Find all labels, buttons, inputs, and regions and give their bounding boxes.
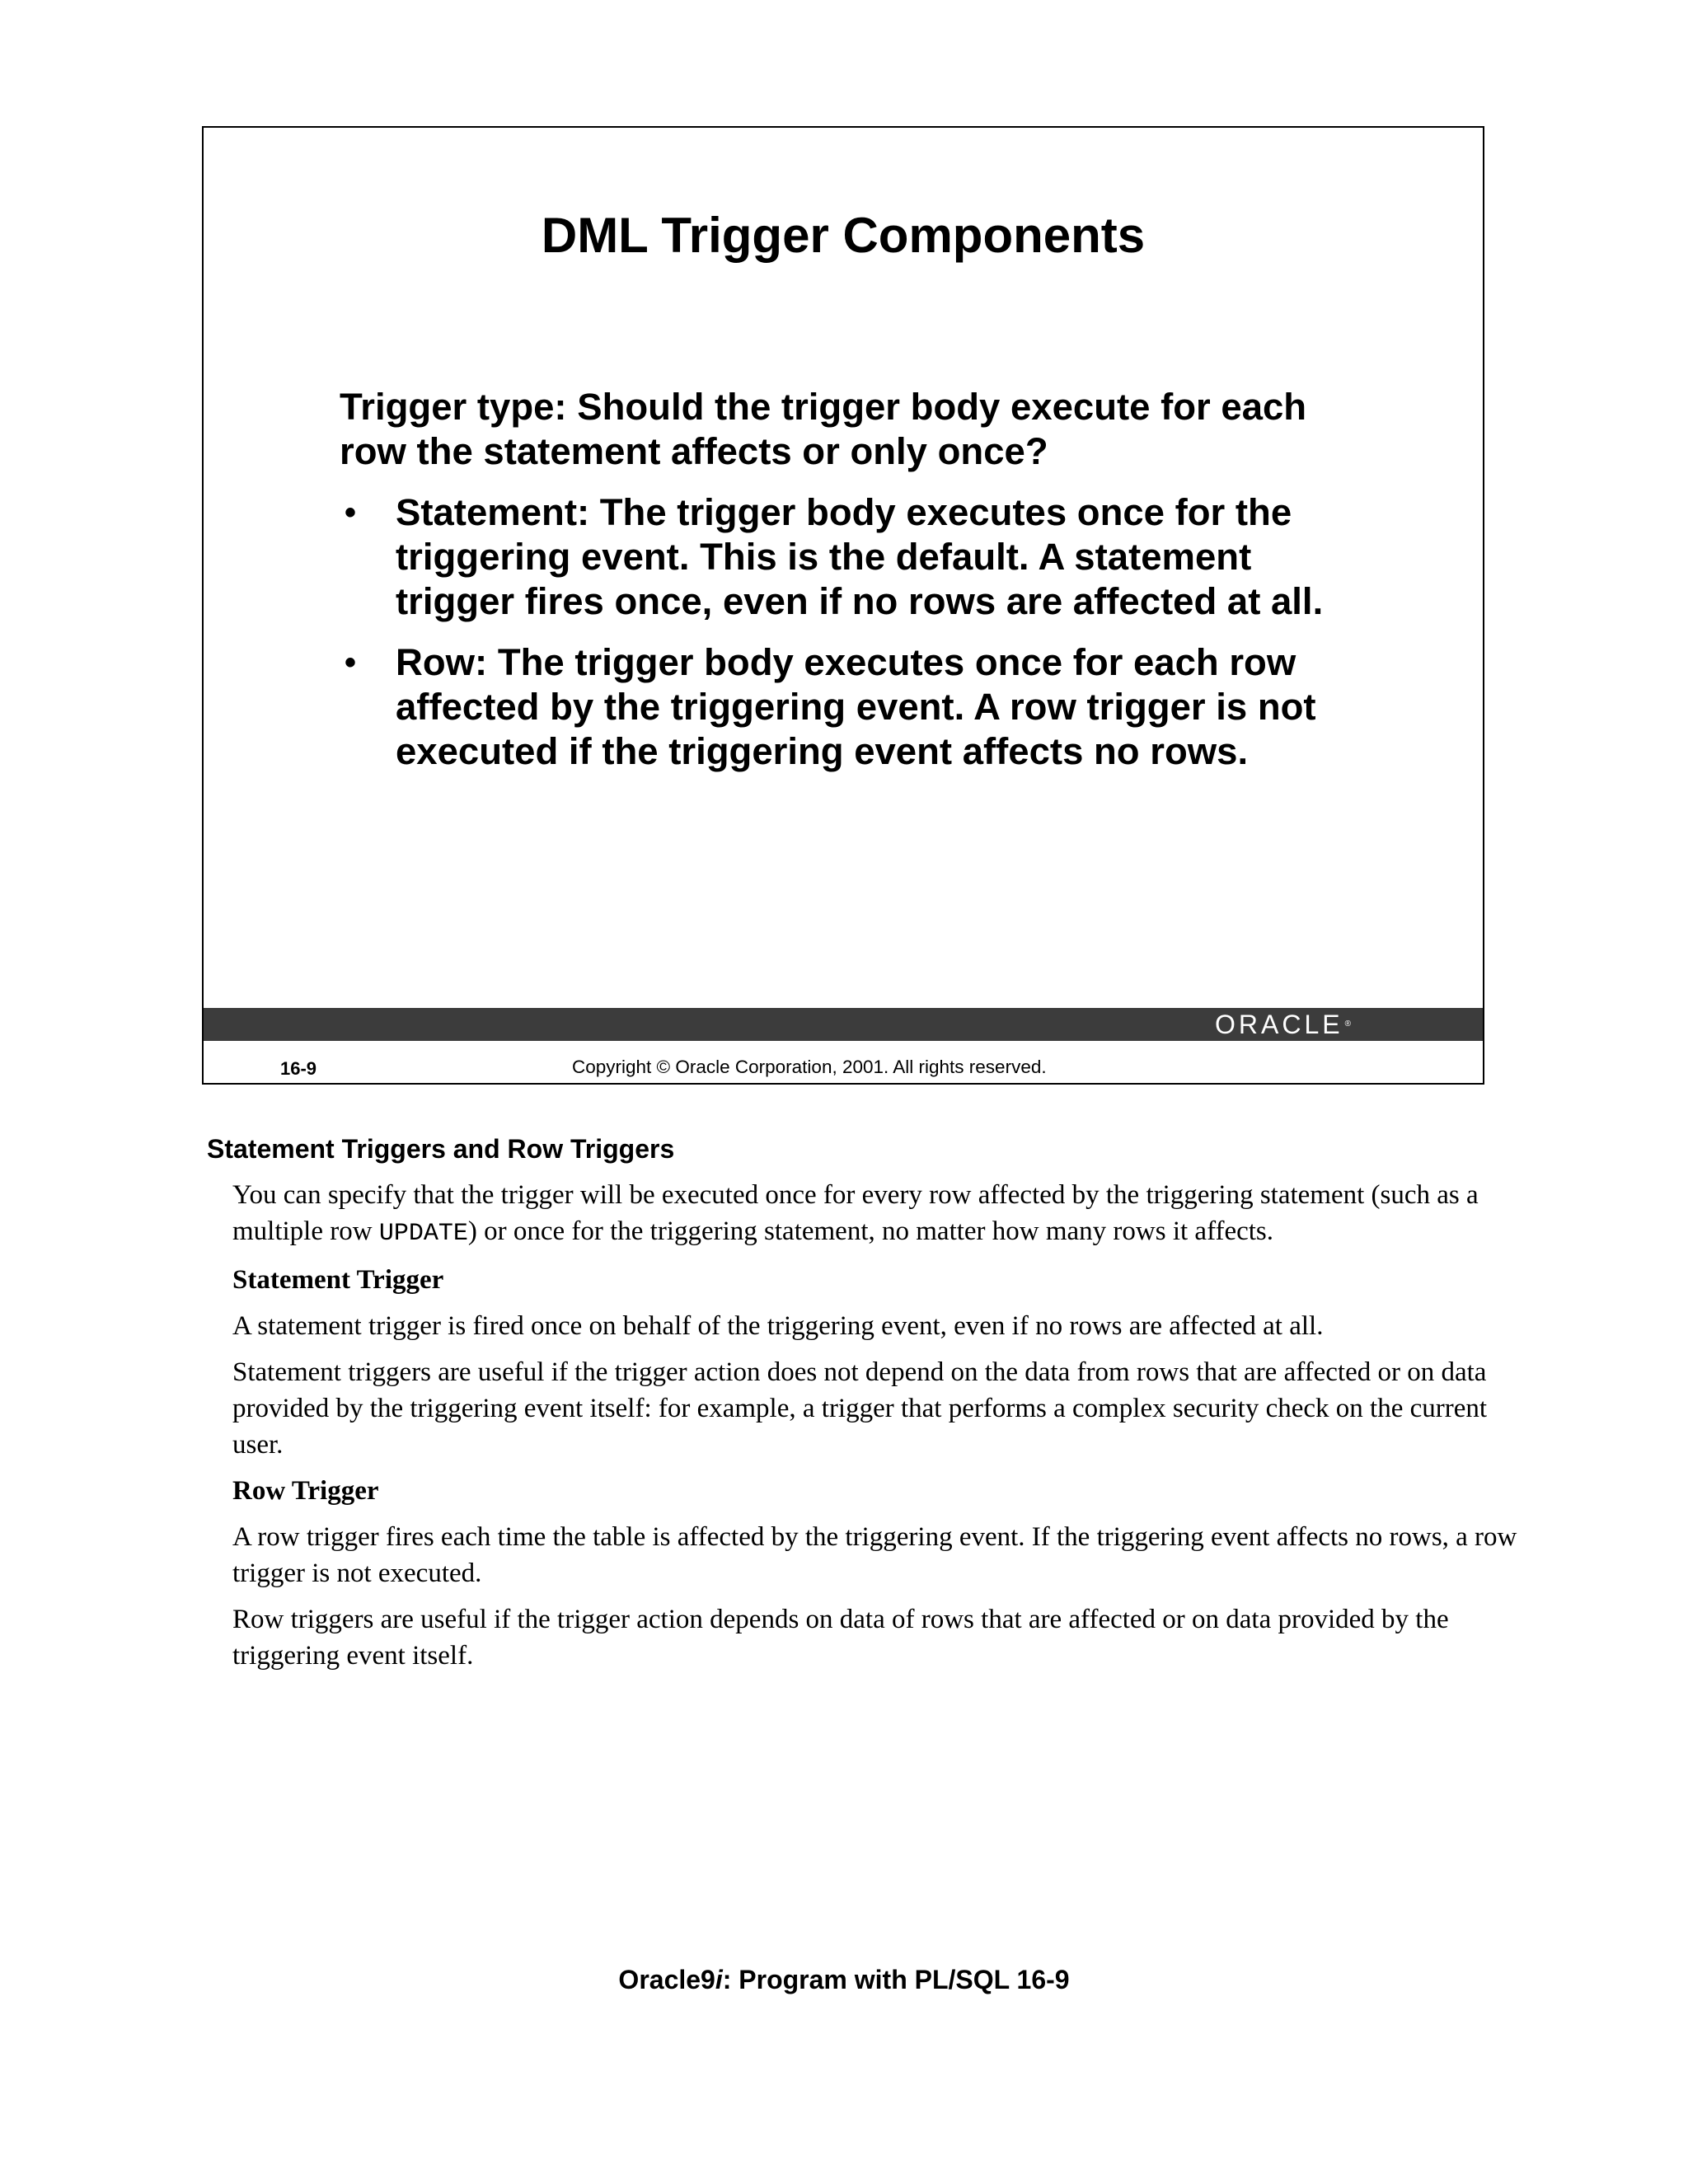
row-trigger-paragraph-2: Row triggers are useful if the trigger action depends on data of rows that are affected or on data provided by the triggering event itself. [232,1605,1449,1671]
bullet-icon: • [345,494,357,531]
bullet-icon: • [345,644,357,681]
footer-product-suffix: : Program with PL/SQL 16-9 [722,1965,1070,1994]
code-keyword-update: UPDATE [378,1220,468,1248]
slide-number: 16-9 [280,1058,317,1079]
slide-content [340,385,1353,790]
slide-intro [340,385,1353,474]
footer-product-italic: i [715,1965,723,1994]
row-trigger-paragraph-1: A row trigger fires each time the table is affected by the triggering event. If the triggering event affects no rows, a row trigger is not executed. [232,1522,1517,1588]
bullet-item-statement [340,490,1353,624]
slide-intro-line-2: row the statement affects or only once? [340,430,1048,472]
bullet-item-row [340,640,1353,774]
statement-trigger-paragraph-1: A statement trigger is fired once on behalf of the triggering event, even if no rows are affected at all. [232,1311,1324,1341]
slide-bullet-list [340,490,1353,774]
notes-intro-text-1: You can specify that the trigger will be executed once for every row affected by the triggering statement (such as a multiple row [232,1180,1479,1246]
oracle-logo-mark: ® [1344,1019,1351,1029]
bullet-line: Statement: The trigger body executes once for the [396,491,1292,533]
notes-intro-paragraph [232,1177,1518,1252]
statement-trigger-paragraph-2: Statement triggers are useful if the trigger action does not depend on the data from rows that are affected or on data provided by the triggering event itself: for example, a trigger that performs a complex security check on the current user. [232,1357,1488,1460]
slide-title: DML Trigger Components [541,208,1146,263]
bullet-line: trigger fires once, even if no rows are affected at all. [396,580,1324,622]
oracle-banner [204,1008,1483,1041]
footer-product-prefix: Oracle9 [618,1965,715,1994]
notes-intro-text-2: ) or once for the triggering statement, no matter how many rows it affects. [467,1216,1274,1246]
page-footer [0,1963,1688,1996]
oracle-logo [1215,1011,1351,1038]
statement-trigger-heading: Statement Trigger [232,1265,444,1295]
bullet-line: affected by the triggering event. A row trigger is not [396,686,1316,728]
notes-heading: Statement Triggers and Row Triggers [207,1134,675,1164]
slide-frame [202,126,1484,1085]
bullet-line: executed if the triggering event affects no rows. [396,730,1249,772]
bullet-line: triggering event. This is the default. A statement [396,536,1252,578]
oracle-logo-text: ORACLE [1215,1010,1343,1039]
row-trigger-heading: Row Trigger [232,1476,379,1506]
notes-body [232,1177,1518,1684]
slide-copyright: Copyright © Oracle Corporation, 2001. All rights reserved. [572,1057,1047,1077]
slide-intro-line-1: Trigger type: Should the trigger body execute for each [340,386,1307,428]
bullet-line: Row: The trigger body executes once for each row [396,641,1296,683]
